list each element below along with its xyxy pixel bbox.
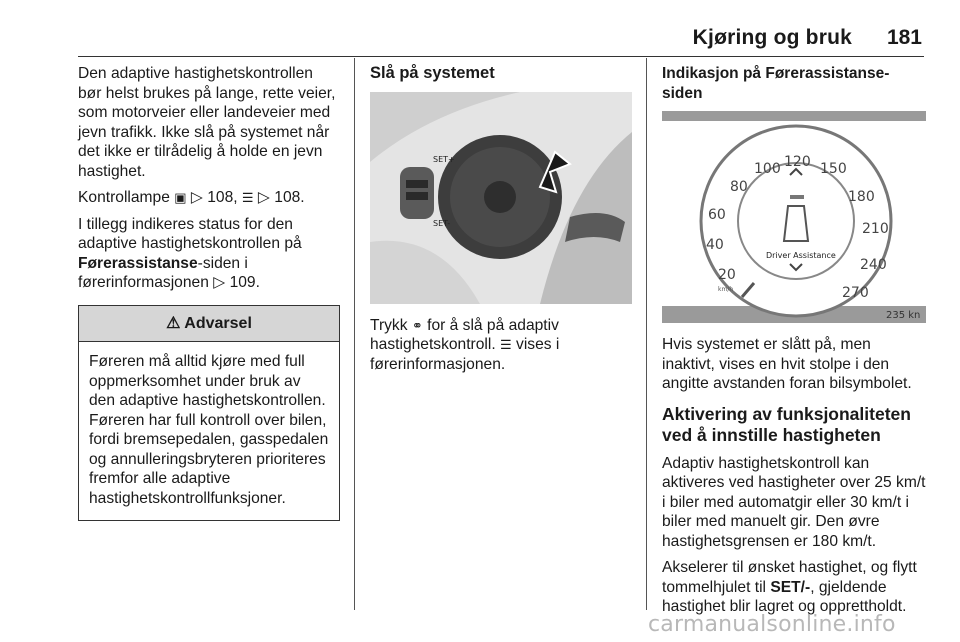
speed-tick-270: 270 <box>842 285 869 301</box>
control-lamp-paragraph: Kontrollampe ▣ ▷ 108, ☰ ▷ 108. <box>78 189 305 206</box>
speed-tick-60: 60 <box>708 207 726 223</box>
adaptive-cruise-button-icon: ⚭ <box>411 317 423 333</box>
subsection-heading: Aktivering av funksjonaliteten ved å innstille hastigheten <box>662 403 911 445</box>
page-ref-icon: ▷ <box>190 189 203 206</box>
section-heading: Slå på systemet <box>370 64 495 82</box>
watermark: carmanualsonline.info <box>648 612 896 637</box>
set-minus-label: SET- <box>433 218 451 228</box>
speed-tick-210: 210 <box>862 221 889 237</box>
press-instruction: Trykk ⚭ for å slå på adaptiv hastighetskontroll. ☰ vises i førerinformasjonen. <box>370 316 560 373</box>
inactive-paragraph: Hvis systemet er slått på, men inaktivt, vises en hvit stolpe i den angitte avstanden foran bilsymbolet. <box>662 336 912 392</box>
warning-header: ⚠ Advarsel <box>79 306 339 343</box>
page-ref-icon: ▷ <box>257 189 270 206</box>
header-rule <box>78 56 924 57</box>
section-heading: Indikasjon på Førerassistanse-siden <box>662 65 890 102</box>
speed-tick-240: 240 <box>860 257 887 273</box>
warning-box <box>78 305 340 522</box>
adaptive-cruise-icon: ☰ <box>241 190 254 205</box>
speed-tick-80: 80 <box>730 179 748 195</box>
speed-tick-150: 150 <box>820 161 847 177</box>
activation-paragraph: Adaptiv hastighetskontroll kan aktiveres ved hastigheter over 25 km/t i biler med automatgir eller 30 km/t i biler med manuelt gir. Den øvre hastighetsgrensen er 180 km/t. <box>662 454 926 550</box>
column-2 <box>370 64 632 381</box>
status-paragraph: I tillegg indikeres status for den adaptive hastighetskontrollen på Førerassistanse-siden i førerinformasjonen ▷ 109. <box>78 215 302 291</box>
steering-wheel-figure <box>370 92 632 304</box>
odometer-readout: 235 kn <box>886 310 921 321</box>
set-plus-label: SET+ <box>433 154 455 164</box>
speed-tick-120: 120 <box>784 154 811 170</box>
column-3 <box>662 64 926 624</box>
page-ref-icon: ▷ <box>213 274 226 291</box>
driver-assistance-term: Førerassistanse <box>78 254 198 272</box>
speed-tick-20: 20 <box>718 267 736 283</box>
adaptive-cruise-icon: ☰ <box>500 337 512 352</box>
column-divider-2 <box>646 58 647 610</box>
speed-tick-40: 40 <box>706 237 724 253</box>
instrument-cluster-figure <box>662 111 926 323</box>
display-label: Driver Assistance <box>766 251 836 260</box>
speed-tick-180: 180 <box>848 189 875 205</box>
chapter-title: Kjøring og bruk <box>692 26 852 49</box>
set-minus-term: SET/- <box>770 578 811 596</box>
warning-text: Føreren må alltid kjøre med full oppmerksomhet under bruk av den adaptive hastighetskontrollen. Føreren har full kontroll over bilen, fordi bremsepedalen, gasspedalen og annulleringsbryteren prioriteres fremfor alle adaptive hastighetskontrollfunksjoner. <box>89 353 329 507</box>
car-icon: ▣ <box>174 190 187 205</box>
page-number: 181 <box>886 26 922 49</box>
intro-paragraph: Den adaptive hastighetskontrollen bør helst brukes på lange, rette veier, som motorveier eller landeveier med jevn trafikk. Ikke slå på systemet når det ikke er tilrådelig å holde en jevn hastighet. <box>78 65 336 180</box>
column-1 <box>78 64 340 521</box>
page-header <box>0 26 960 56</box>
column-divider-1 <box>354 58 355 610</box>
warning-icon: ⚠ <box>166 314 181 332</box>
speed-unit: km/h <box>718 286 734 293</box>
set-speed-paragraph: Akselerer til ønsket hastighet, og flytt tommelhjulet til SET/-, gjeldende hastighet blir lagret og opprettholdt. <box>662 559 917 615</box>
speed-tick-100: 100 <box>754 161 781 177</box>
